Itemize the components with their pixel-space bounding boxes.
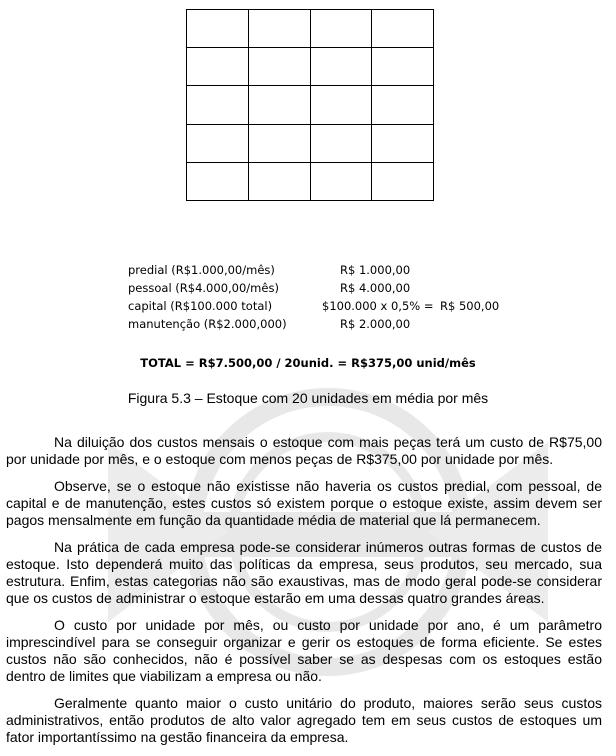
cost-label: predial (R$1.000,00/mês) [128,263,275,277]
grid-row [187,10,434,48]
grid-table [186,9,434,201]
grid-cell [248,162,310,200]
grid-row [187,162,434,200]
cost-value: R$ 1.000,00 [340,263,411,277]
grid-cell [372,162,434,200]
grid-cell [187,48,249,86]
grid-cell [372,10,434,48]
grid-cell [248,86,310,124]
paragraph: Observe, se o estoque não existisse não haveria os custos predial, com pessoal, de capital e de manutenção, estes custos só existem porque o estoque existe, assim devem ser pagos mensalmente em função da quantidade média de material que lá permanecem. [6,478,602,528]
grid-cell [187,10,249,48]
cost-row-manutencao [128,315,508,333]
cost-list [128,261,508,333]
grid-cell [310,124,372,162]
grid-cell [372,48,434,86]
grid-cell [310,86,372,124]
figure-caption: Figura 5.3 – Estoque com 20 unidades em média por mês [127,390,489,406]
grid-row [187,86,434,124]
cost-row-predial [128,261,508,279]
grid-cell [187,162,249,200]
cost-label: capital (R$100.000 total) [128,299,273,313]
cost-row-capital [128,297,508,315]
cost-value: R$ 4.000,00 [340,281,411,295]
cost-row-pessoal [128,279,508,297]
cost-formula: $100.000 x 0,5% = [322,299,434,313]
paragraph: Na prática de cada empresa pode-se considerar inúmeros outras formas de custos de estoque. Isto dependerá muito das políticas da empresa, seus produtos, seu mercado, sua estrutura. Enfim, estas categorias não são exaustivas, mas de modo geral pode-se considerar que os custos de administrar o estoque estarão em uma dessas quatro grandes áreas. [6,539,602,606]
cost-label: pessoal (R$4.000,00/mês) [128,281,279,295]
cost-value: R$ 2.000,00 [340,317,411,331]
grid-cell [372,86,434,124]
grid-cell [310,162,372,200]
total-line: TOTAL = R$7.500,00 / 20unid. = R$375,00 unid/mês [140,356,476,370]
grid-cell [248,124,310,162]
cost-label: manutenção (R$2.000,000) [128,317,287,331]
paragraph: Geralmente quanto maior o custo unitário do produto, maiores serão seus custos administrativos, então produtos de alto valor agregado tem em seus custos de estoques um fator importantíssimo na gestão financeira da empresa. [6,695,602,745]
grid-cell [372,124,434,162]
grid-cell [310,48,372,86]
grid-row [187,48,434,86]
grid-row [187,124,434,162]
grid-cell [248,48,310,86]
paragraph: O custo por unidade por mês, ou custo por unidade por ano, é um parâmetro imprescindível para se conseguir organizar e gerir os estoques de forma eficiente. Se estes custos não são conhecidos, não é possível saber se as despesas com os estoques estão dentro de limites que viabilizam a empresa ou não. [6,617,602,684]
grid-cell [187,124,249,162]
cost-result: R$ 500,00 [440,299,500,313]
grid-cell [187,86,249,124]
body-text [6,434,602,756]
grid-cell [248,10,310,48]
grid-cell [310,10,372,48]
paragraph: Na diluição dos custos mensais o estoque com mais peças terá um custo de R$75,00 por unidade por mês, e o estoque com menos peças de R$375,00 por unidade por mês. [6,434,602,467]
